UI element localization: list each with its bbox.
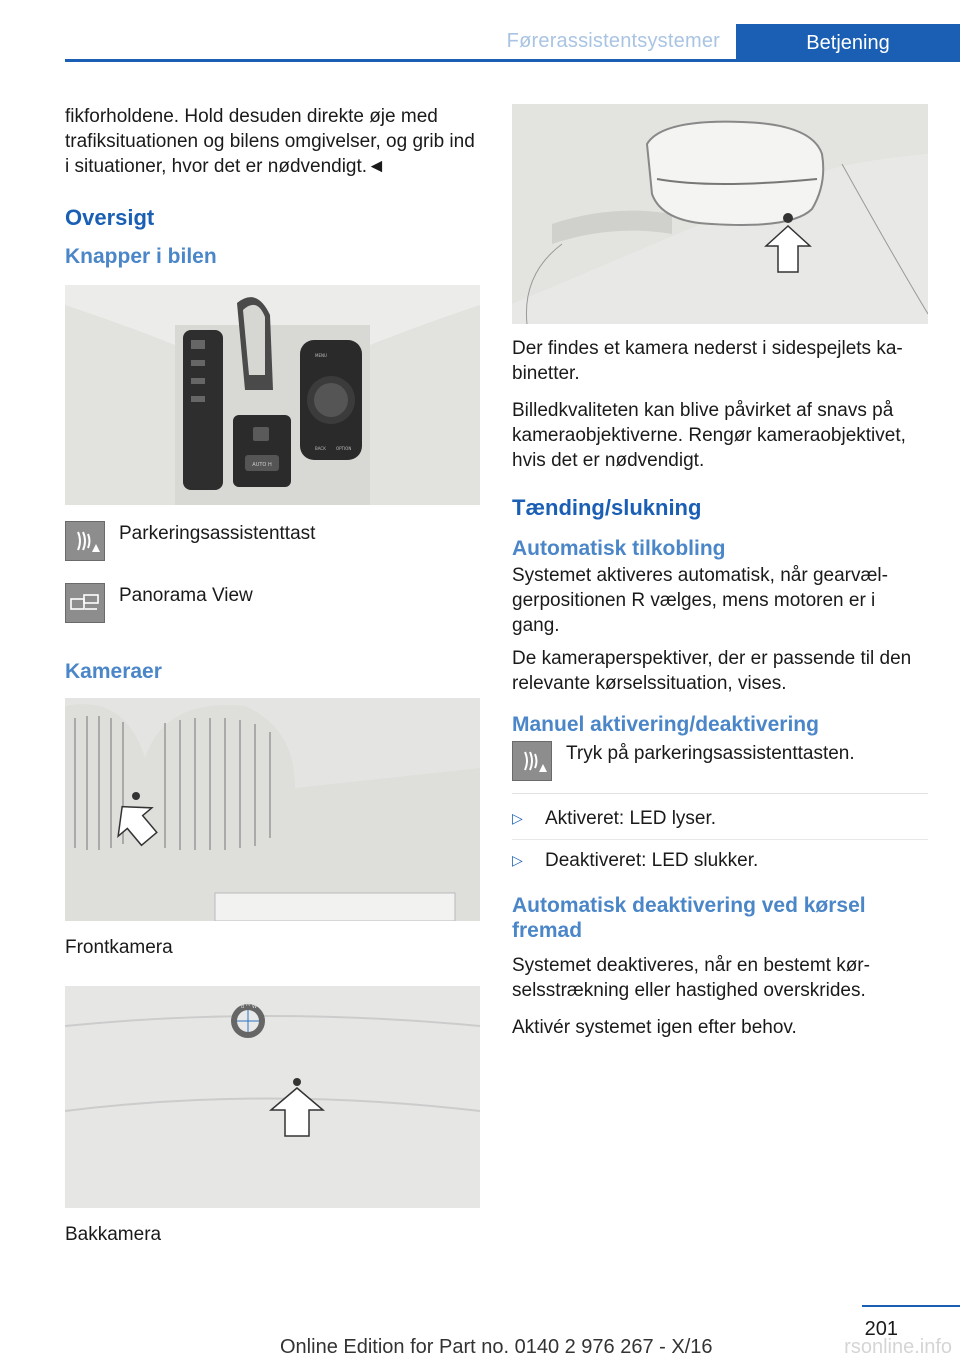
led-status-list	[512, 793, 928, 873]
rear-trunk-illustration	[65, 986, 480, 1208]
side-mirror-illustration	[512, 104, 928, 324]
heading-kameraer: Kameraer	[65, 660, 162, 683]
badge-letter-w: W	[252, 1004, 257, 1010]
park-assist-key-row	[65, 521, 480, 561]
auto-h-key-label: AUTO H	[252, 462, 272, 468]
heading-knapper: Knapper i bilen	[65, 245, 217, 268]
page-header	[65, 24, 960, 62]
heading-manuel: Manuel aktivering/deaktivering	[512, 713, 819, 736]
chapter-tab: Betjening	[736, 24, 960, 62]
center-console-photo	[65, 285, 480, 505]
heading-taending: Tænding/slukning	[512, 495, 702, 520]
rear-camera-photo	[65, 986, 480, 1208]
header-rule	[65, 59, 960, 62]
heading-oversigt: Oversigt	[65, 205, 155, 230]
rear-camera-caption: Bakkamera	[65, 1224, 162, 1245]
option-key-label: OPTION	[336, 446, 352, 451]
menu-key-label: MENU	[315, 353, 327, 358]
mirror-camera-paragraph: Der findes et kamera nederst i sidespejlets kabinetter.	[512, 338, 903, 384]
auto-deactivation-paragraph: Systemet deaktiveres, når en bestemt kørselsstrækning eller hastighed overskrides.	[512, 955, 870, 1001]
bullet-text: Aktiveret: LED lyser.	[545, 808, 717, 829]
footer-rule	[862, 1305, 960, 1307]
list-item	[512, 839, 928, 873]
panorama-view-icon	[65, 583, 105, 623]
manual-activation-text: Tryk på parkeringsassistenttasten.	[566, 743, 855, 764]
front-camera-caption: Frontkamera	[65, 937, 173, 958]
front-camera-photo	[65, 698, 480, 921]
center-console-illustration	[65, 285, 480, 505]
heading-auto-deactivation: Automatisk deaktivering ved kørsel fremad	[512, 894, 866, 942]
edition-note: Online Edition for Part no. 0140 2 976 267 - X/16	[280, 1336, 713, 1358]
image-quality-paragraph: Billedkvaliteten kan blive påvirket af snavs på kameraobjektiverne. Rengør kameraobjektivet, hvis det er nødvendigt.	[512, 400, 906, 471]
page-number: 201	[864, 1318, 898, 1340]
camera-perspective-paragraph: De kameraperspektiver, der er passende til den relevante kørselssituation, vises.	[512, 648, 912, 694]
park-assist-key-icon	[512, 741, 552, 781]
right-column	[512, 104, 928, 1052]
panorama-view-label: Panorama View	[119, 585, 253, 606]
front-grille-illustration	[65, 698, 480, 921]
badge-letter-m: M	[246, 1002, 251, 1008]
park-assist-key-label: Parkeringsassistenttast	[119, 523, 316, 544]
auto-activation-paragraph: Systemet aktiveres automatisk, når gearvælgerpositionen R vælges, mens motoren er i gang.	[512, 565, 888, 636]
reactivate-paragraph: Aktivér systemet igen efter behov.	[512, 1017, 797, 1038]
bullet-text: Deaktiveret: LED slukker.	[545, 850, 759, 871]
badge-letter-b: B	[241, 1004, 245, 1010]
intro-paragraph: fikforholdene. Hold desuden direkte øje med trafiksituationen og bilens omgivelser, og grib ind i situationer, hvor det er nødvendigt.◄	[65, 106, 475, 177]
section-title: Førerassistentsystemer	[506, 30, 720, 52]
triangle-bullet-icon: ▷	[512, 810, 523, 826]
triangle-bullet-icon: ▷	[512, 852, 523, 868]
park-assist-key-icon	[65, 521, 105, 561]
list-item	[512, 806, 928, 831]
left-column	[65, 104, 480, 1247]
watermark: rsonline.info	[844, 1336, 952, 1358]
back-key-label: BACK	[315, 446, 326, 451]
panorama-view-key-row	[65, 583, 480, 623]
manual-activation-row	[512, 741, 928, 781]
heading-automatisk: Automatisk tilkobling	[512, 537, 726, 560]
side-mirror-photo	[512, 104, 928, 324]
